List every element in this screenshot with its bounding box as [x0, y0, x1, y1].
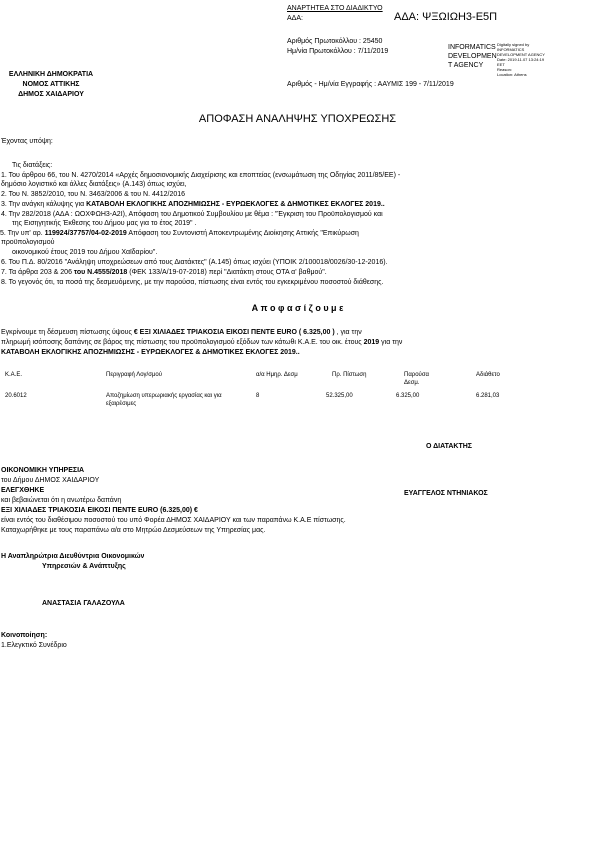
finance-municipality: του Δήμου ΔΗΜΟΣ ΧΑΙΔΑΡΙΟΥ	[1, 477, 100, 484]
table-cell-credit: 52.325,00	[326, 393, 353, 399]
seal-title-1: INFORMATICS	[448, 44, 496, 51]
provision-4: 4. Την 282/2018 (ΑΔΑ : ΩΟΧΦΩΗ3-Α2Ι), Απόφαση του Δημοτικού Συμβουλίου με θέμα : "Έγκριση του Προϋπολογισμού και	[1, 211, 383, 218]
finance-amount: ΕΞΙ ΧΙΛΙΑΔΕΣ ΤΡΙΑΚΟΣΙΑ ΕΙΚΟΣΙ ΠΕΝΤΕ EURO (6.325,00) €	[1, 507, 198, 514]
cc-label: Κοινοποίηση:	[1, 632, 48, 639]
table-header-aa: α/α Ημηρ. Δεσμ	[256, 372, 298, 378]
provision-5-number: 119924/37757/04-02-2019	[44, 230, 127, 237]
table-cell-unallocated: 6.281,03	[476, 393, 500, 399]
provision-3-subject: ΚΑΤΑΒΟΛΗ ΕΚΛΟΓΙΚΗΣ ΑΠΟΖΗΜΙΩΣΗΣ - ΕΥΡΩΕΚΛΟΓΕΣ & ΔΗΜΟΤΙΚΕΣ ΕΚΛΟΓΕΣ 2019..	[86, 201, 385, 208]
provision-5-text: 5. Την υπ' αρ.	[0, 230, 45, 237]
provision-2: 2. Του Ν. 3852/2010, του Ν. 3463/2006 & του Ν. 4412/2016	[1, 191, 186, 198]
cc-item: 1.Ελεγκτικό Συνέδριο	[1, 642, 67, 649]
table-header-unallocated: Αδιάθετο	[476, 372, 500, 378]
provision-5-cont-2: οικονομικού έτους 2019 του Δήμου Χαϊδαρίου".	[12, 249, 158, 256]
decide-heading: Α π ο φ α σ ί ζ ο υ μ ε	[251, 303, 344, 313]
seal-title-3: T AGENCY	[448, 62, 484, 69]
decision-line-2-end: για την	[379, 339, 403, 346]
provision-7-law: του Ν.4555/2018	[73, 269, 128, 276]
table-cell-current: 6.325,00	[396, 393, 420, 399]
authority-municipality: ΔΗΜΟΣ ΧΑΙΔΑΡΙΟΥ	[18, 91, 84, 98]
table-cell-description: Αποζημίωση υπερωριακής εργασίας και για εξαιρέσιμες	[106, 393, 222, 407]
decision-line-2	[1, 338, 402, 347]
table-cell-kae: 20.6012	[5, 393, 27, 399]
seal-line: Location: Athens	[497, 72, 527, 77]
finance-service: ΟΙΚΟΝΟΜΙΚΗ ΥΠΗΡΕΣΙΑ	[1, 467, 85, 474]
provision-1: 1. Του άρθρου 66, του Ν. 4270/2014 «Αρχές δημοσιονομικής Διαχείρισης και εποπτείας (ενσωμάτωση της Οδηγίας 2011/85/ΕΕ) -	[1, 172, 401, 179]
provision-3	[1, 200, 385, 209]
decision-line-1-end: , για την	[334, 329, 362, 336]
decision-line-1	[1, 328, 362, 337]
seal-title-2: DEVELOPMEN	[448, 53, 497, 60]
provision-6: 6. Του Π.Δ. 80/2016 "Ανάληψη υποχρεώσεων από τους Διατάκτες" (Α.145) όπως ισχύει (ΥΠΟΙΚ 2/100018/0026/30-12-2016).	[1, 259, 388, 266]
seal-line: EET	[497, 62, 505, 67]
posted-online-label: ΑΝΑΡΤΗΤΕΑ ΣΤΟ ΔΙΑΔΙΚΤΥΟ	[287, 5, 383, 12]
seal-line: DEVELOPMENT AGENCY	[497, 52, 545, 57]
provision-5-rest: Απόφαση του Συντονιστή Αποκεντρωμένης Διοίκησης Αττικής "Επικύρωση	[126, 230, 359, 237]
finance-line-b: Καταχωρήθηκε με τους παραπάνω α/α στο Μητρώο Δεσμεύσεων της Υπηρεσίας μας.	[1, 527, 266, 534]
signatory-label: Ο ΔΙΑΤΑΚΤΗΣ	[426, 443, 472, 450]
table-header-kae: Κ.Α.Ε.	[5, 372, 23, 378]
finance-signer-name: ΕΥΑΓΓΕΛΟΣ ΝΤΗΝΙΑΚΟΣ	[404, 490, 488, 497]
provision-1-cont: δημόσιο λογιστικό και άλλες διατάξεις» (Α.143) όπως ισχύει,	[1, 181, 187, 188]
protocol-date: Ημ/νία Πρωτοκόλλου : 7/11/2019	[287, 48, 389, 55]
seal-line: Date: 2019.11.07 13:24:19	[497, 57, 545, 62]
document-title: ΑΠΟΦΑΣΗ ΑΝΑΛΗΨΗΣ ΥΠΟΧΡΕΩΣΗΣ	[198, 113, 397, 125]
decision-line-1-text: Εγκρίνουμε τη δέσμευση πίστωσης ύψους	[1, 329, 134, 336]
provision-5-cont: προϋπολογισμού	[1, 239, 55, 246]
seal-line: Reason:	[497, 67, 512, 72]
registration-number: Αριθμός - Ημ/νία Εγγραφής : ΑΑΥΜΙΣ 199 - 7/11/2019	[287, 81, 454, 88]
provision-4-cont: της Εισηγητικής Έκθεσης του Δήμου μας για το έτος 2019" .	[12, 220, 197, 227]
provision-5	[0, 229, 359, 238]
table-header-current: Παρούσα Δεσμ.	[404, 372, 430, 386]
director-name: ΑΝΑΣΤΑΣΙΑ ΓΑΛΑΖΟΥΛΑ	[42, 600, 125, 607]
table-header-credit: Πρ. Πίστωση	[332, 372, 367, 378]
authority-prefecture: ΝΟΜΟΣ ΑΤΤΙΚΗΣ	[22, 81, 80, 88]
authority-republic: ΕΛΛΗΝΙΚΗ ΔΗΜΟΚΡΑΤΙΑ	[8, 71, 94, 78]
intro-text: Έχοντας υπόψη:	[1, 138, 53, 145]
table-header-description: Περιγραφή Λογ/σμού	[106, 372, 162, 378]
digital-signature-details	[497, 42, 545, 77]
protocol-number: Αριθμός Πρωτοκόλλου : 25450	[287, 38, 383, 45]
table-cell-aa: 8	[256, 393, 260, 399]
decision-line-2-text: πληρωμή ισόποσης δαπάνης σε βάρος της πίστωσης του προϋπολογισμού εξόδων των κάτωθι Κ.Α.Ε. του οικ. έτους	[1, 339, 364, 346]
finance-confirm: και βεβαιώνεται ότι η ανωτέρω δαπάνη	[1, 497, 122, 504]
provision-7	[1, 268, 327, 277]
finance-checked: ΕΛΕΓΧΘΗΚΕ	[1, 487, 45, 494]
ada-label: ΑΔΑ:	[287, 15, 303, 22]
seal-line: INFORMATICS	[497, 47, 525, 52]
seal-line: Digitally signed by	[497, 42, 530, 47]
decision-amount: € ΕΞΙ ΧΙΛΙΑΔΕΣ ΤΡΙΑΚΟΣΙΑ ΕΙΚΟΣΙ ΠΕΝΤΕ EURO ( 6.325,00 )	[133, 329, 335, 336]
finance-line-a: είναι εντός του διαθέσιμου ποσοστού του υπό Φορέα ΔΗΜΟΣ ΧΑΙΔΑΡΙΟΥ και των παραπάνω Κ.Α.Ε πίστωσης.	[1, 517, 346, 524]
provision-8: 8. Το γεγονός ότι, τα ποσά της δεσμευόμενης, με την παρούσα, πίστωσης είναι εντός του εγκεκριμένου ποσοστού διάθεσης.	[1, 279, 384, 286]
provision-7-rest: (ΦΕΚ 133/Α/19-07-2018) περί "Διατάκτη στους ΟΤΑ α' βαθμού".	[127, 269, 327, 276]
decision-subject: ΚΑΤΑΒΟΛΗ ΕΚΛΟΓΙΚΗΣ ΑΠΟΖΗΜΙΩΣΗΣ - ΕΥΡΩΕΚΛΟΓΕΣ & ΔΗΜΟΤΙΚΕΣ ΕΚΛΟΓΕΣ 2019..	[1, 349, 300, 356]
provisions-label: Τις διατάξεις:	[12, 162, 53, 169]
provision-3-text: 3. Την ανάγκη κάλυψης για	[1, 201, 87, 208]
ada-value: ΑΔΑ: ΨΞΩΙΩΗ3-Ε5Π	[394, 11, 498, 23]
decision-year: 2019	[363, 339, 380, 346]
director-title-2: Υπηρεσιών & Ανάπτυξης	[42, 563, 126, 570]
provision-7-text: 7. Τα άρθρα 203 & 206	[1, 269, 74, 276]
director-title-1: Η Αναπληρώτρια Διευθύντρια Οικονομικών	[1, 553, 145, 560]
